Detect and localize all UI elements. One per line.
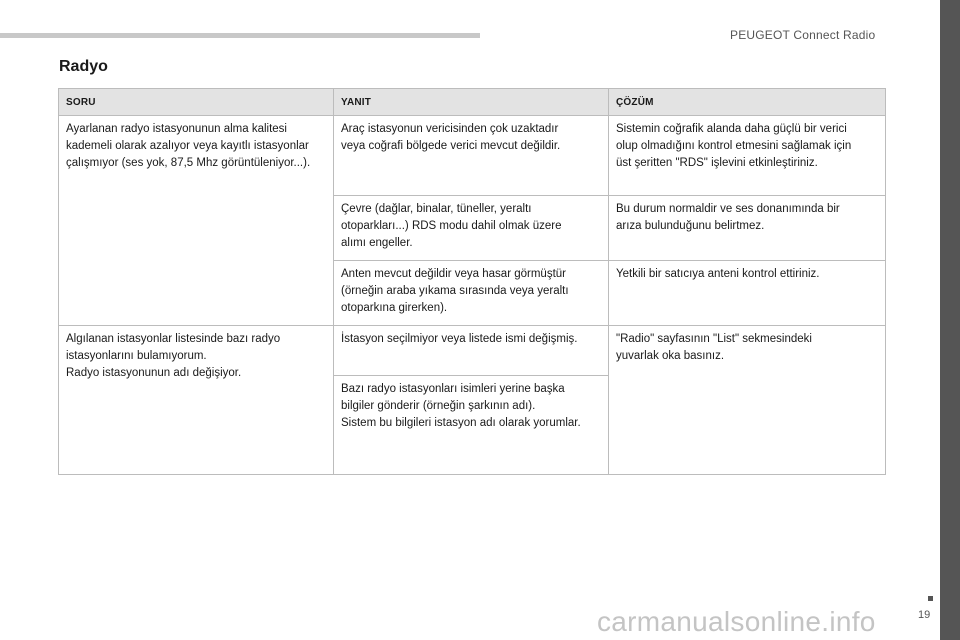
header-question: SORU [59, 89, 334, 116]
solution-cell: Yetkili bir satıcıya anteni kontrol ettiriniz. [609, 261, 886, 326]
solution-cell: "Radio" sayfasının "List" sekmesindeki yuvarlak oka basınız. [609, 326, 886, 475]
table-row [59, 326, 886, 376]
header-solution: ÇÖZÜM [609, 89, 886, 116]
table-header-row [59, 89, 886, 116]
answer-cell: İstasyon seçilmiyor veya listede ismi değişmiş. [334, 326, 609, 376]
answer-cell: Bazı radyo istasyonları isimleri yerine başka bilgiler gönderir (örneğin şarkının adı). Sistem bu bilgileri istasyon adı olarak yorumlar. [334, 376, 609, 475]
table-row [59, 116, 886, 196]
side-strip [940, 0, 960, 640]
section-title: Radyo [59, 58, 108, 75]
page-number: 19 [918, 609, 931, 621]
solution-cell: Sistemin coğrafik alanda daha güçlü bir verici olup olmadığını kontrol etmesini sağlamak için üst şeritten "RDS" işlevini etkinleştiriniz. [609, 116, 886, 196]
question-cell: Algılanan istasyonlar listesinde bazı radyo istasyonlarını bulamıyorum. Radyo istasyonunun adı değişiyor. [59, 326, 334, 475]
question-cell: Ayarlanan radyo istasyonunun alma kalitesi kademeli olarak azalıyor veya kayıtlı istasyonlar çalışmıyor (ses yok, 87,5 Mhz görüntüleniyor...). [59, 116, 334, 326]
header-answer: YANIT [334, 89, 609, 116]
manual-title: PEUGEOT Connect Radio [730, 28, 876, 42]
header-rule [0, 33, 480, 38]
answer-cell: Çevre (dağlar, binalar, tüneller, yeraltı otoparkları...) RDS modu dahil olmak üzere alımı engeller. [334, 196, 609, 261]
page-marker [928, 596, 933, 601]
solution-cell: Bu durum normaldir ve ses donanımında bir arıza bulunduğunu belirtmez. [609, 196, 886, 261]
troubleshooting-table [58, 88, 886, 475]
answer-cell: Araç istasyonun vericisinden çok uzaktadır veya coğrafi bölgede verici mevcut değildir. [334, 116, 609, 196]
answer-cell: Anten mevcut değildir veya hasar görmüştür (örneğin araba yıkama sırasında veya yeraltı otoparkına girerken). [334, 261, 609, 326]
watermark: carmanualsonline.info [597, 606, 876, 637]
